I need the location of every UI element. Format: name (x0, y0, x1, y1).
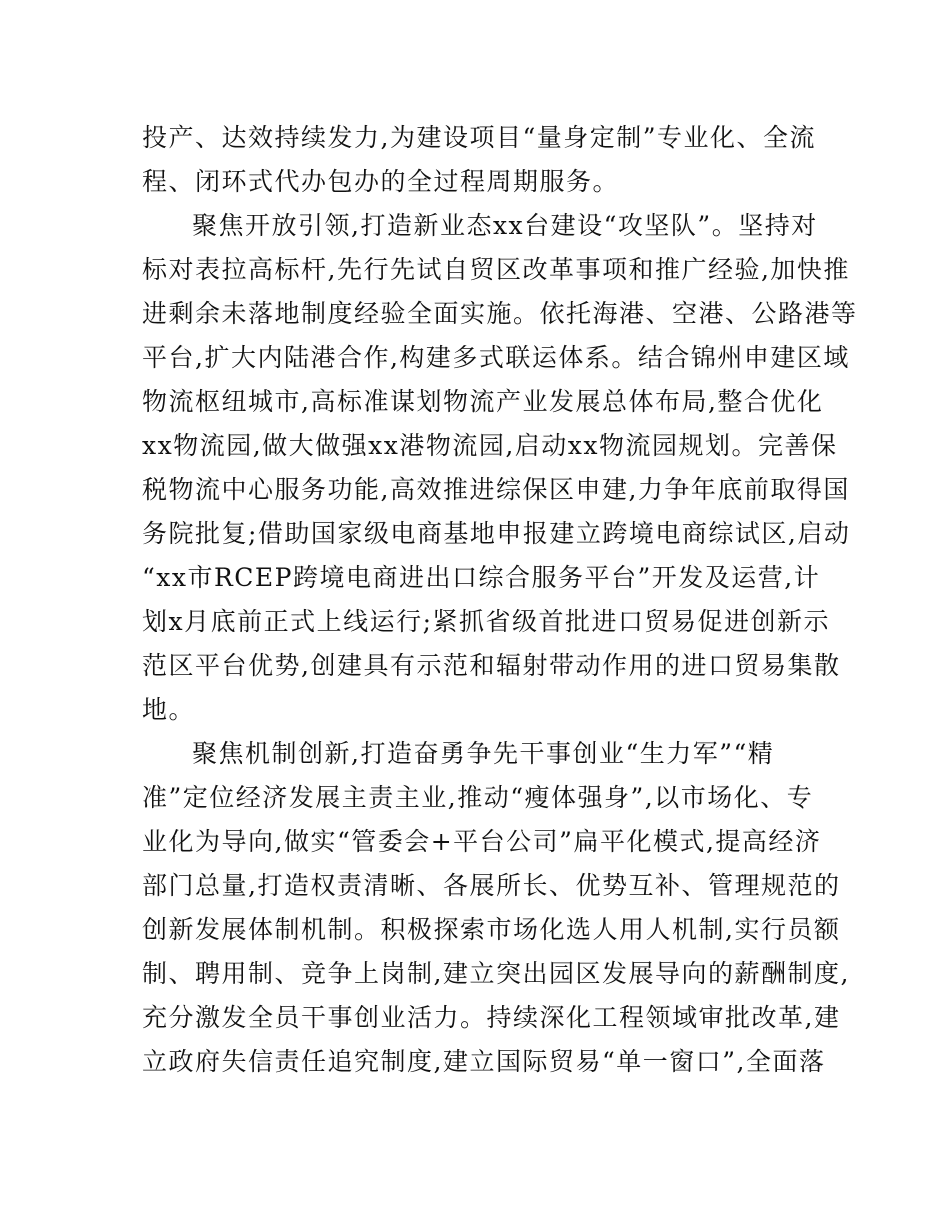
text-line: “xx市RCEP跨境电商进出口综合服务平台”开发及运营,计 (142, 563, 821, 592)
text-line: 物流枢纽城市,高标准谋划物流产业发展总体布局,整合优化 (142, 387, 824, 416)
text-line: 充分激发全员干事创业活力。持续深化工程领域审批改革,建 (142, 1003, 841, 1032)
paragraph-start-line: 聚焦开放引领,打造新业态xx台建设“攻坚队”。坚持对 (192, 211, 818, 240)
text-line: 程、闭环式代办包办的全过程周期服务。 (142, 167, 620, 196)
text-line: 税物流中心服务功能,高效推进综保区申建,力争年底前取得国 (142, 475, 850, 504)
text-line: 准”定位经济发展主责主业,推动“瘦体强身”,以市场化、专 (142, 783, 814, 812)
text-line: 业化为导向,做实“管委会+平台公司”扁平化模式,提高经济 (142, 827, 822, 856)
text-line: 投产、达效持续发力,为建设项目“量身定制”专业化、全流 (142, 123, 817, 152)
text-line: 地。 (142, 695, 196, 724)
text-line: 部门总量,打造权责清晰、各展所长、优势互补、管理规范的 (142, 871, 841, 900)
text-line: 范区平台优势,创建具有示范和辐射带动作用的进口贸易集散 (142, 651, 841, 680)
text-line: 立政府失信责任追究制度,建立国际贸易“单一窗口”,全面落 (142, 1047, 826, 1076)
text-line: 划x月底前正式上线运行;紧抓省级首批进口贸易促进创新示 (142, 607, 831, 636)
paragraph-start-line: 聚焦机制创新,打造奋勇争先干事创业“生力军”“精 (192, 739, 775, 768)
text-line: xx物流园,做大做强xx港物流园,启动xx物流园规划。完善保 (142, 431, 838, 460)
text-line: 标对表拉高标杆,先行先试自贸区改革事项和推广经验,加快推 (142, 255, 850, 284)
text-line: 平台,扩大内陆港合作,构建多式联运体系。结合锦州申建区域 (142, 343, 850, 372)
text-line: 务院批复;借助国家级电商基地申报建立跨境电商综试区,启动 (142, 519, 851, 548)
text-line: 进剩余未落地制度经验全面实施。依托海港、空港、公路港等 (142, 299, 858, 328)
text-line: 制、聘用制、竞争上岗制,建立突出园区发展导向的薪酬制度, (142, 959, 850, 988)
text-line: 创新发展体制机制。积极探索市场化选人用人机制,实行员额 (142, 915, 841, 944)
